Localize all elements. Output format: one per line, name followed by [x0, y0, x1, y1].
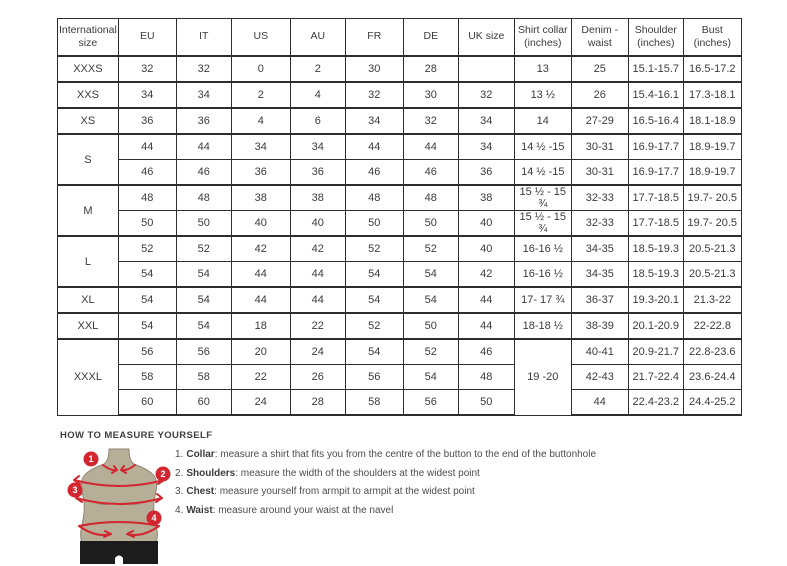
- table-cell: 50: [403, 211, 458, 237]
- table-cell: 22.4-23.2: [628, 390, 683, 416]
- table-cell: 52: [176, 236, 231, 262]
- table-cell: 60: [118, 390, 176, 416]
- column-header: AU: [290, 19, 345, 57]
- table-cell: 42: [290, 236, 345, 262]
- table-cell: 54: [118, 287, 176, 313]
- table-row: [58, 390, 742, 416]
- size-chart-table: [57, 18, 742, 416]
- column-header: IT: [176, 19, 231, 57]
- step-text: : measure the width of the shoulders at the widest point: [235, 467, 480, 479]
- step-term: Chest: [186, 486, 215, 497]
- column-header: FR: [345, 19, 403, 57]
- table-cell: 44: [231, 287, 290, 313]
- table-cell: 34: [345, 108, 403, 134]
- table-cell: 34: [231, 134, 290, 160]
- column-header: Bust (inches): [683, 19, 741, 57]
- mannequin-illustration: [66, 446, 172, 566]
- table-cell: 52: [403, 236, 458, 262]
- table-row: [58, 262, 742, 288]
- table-cell: 58: [345, 390, 403, 416]
- table-cell: 48: [118, 185, 176, 211]
- table-cell: 44: [403, 134, 458, 160]
- step-term: Waist: [186, 504, 213, 516]
- table-cell: 17.3-18.1: [683, 82, 741, 108]
- table-cell: 19 -20: [514, 339, 571, 415]
- size-label-cell: XXS: [58, 82, 119, 108]
- measure-step-chest: [175, 486, 596, 498]
- table-cell: 30-31: [571, 134, 628, 160]
- table-cell: 54: [345, 287, 403, 313]
- table-cell: 19.3-20.1: [628, 287, 683, 313]
- table-cell: 16.5-17.2: [683, 56, 741, 82]
- table-row: [58, 313, 742, 339]
- table-cell: 46: [345, 160, 403, 186]
- step-number: 4.: [175, 504, 184, 516]
- table-cell: 15 ½ - 15 ¾: [514, 185, 571, 211]
- table-cell: 54: [403, 365, 458, 390]
- table-cell: 22.8-23.6: [683, 339, 741, 365]
- table-cell: 14: [514, 108, 571, 134]
- column-header: US: [231, 19, 290, 57]
- table-cell: 38: [290, 185, 345, 211]
- table-cell: 14 ½ -15: [514, 134, 571, 160]
- table-cell: 34: [118, 82, 176, 108]
- table-cell: 46: [118, 160, 176, 186]
- column-header: International size: [58, 19, 119, 57]
- table-cell: 4: [290, 82, 345, 108]
- table-cell: 48: [345, 185, 403, 211]
- table-cell: 16-16 ½: [514, 236, 571, 262]
- table-cell: 20.9-21.7: [628, 339, 683, 365]
- table-cell: 54: [176, 313, 231, 339]
- step-term: Shoulders: [186, 467, 236, 479]
- measure-steps: [175, 449, 596, 523]
- table-cell: 23.6-24.4: [683, 365, 741, 390]
- table-cell: 30: [403, 82, 458, 108]
- step-badge-1-number: 1: [88, 454, 94, 465]
- table-cell: 18.1-18.9: [683, 108, 741, 134]
- table-cell: 54: [403, 262, 458, 288]
- size-label-cell: XXL: [58, 313, 119, 339]
- table-row: [58, 82, 742, 108]
- table-row: [58, 160, 742, 186]
- header-row: [58, 19, 742, 57]
- table-row: [58, 339, 742, 365]
- table-cell: 54: [176, 287, 231, 313]
- table-cell: 42: [231, 236, 290, 262]
- step-badge-4-number: 4: [151, 513, 157, 524]
- size-label-cell: XS: [58, 108, 119, 134]
- table-cell: 34-35: [571, 236, 628, 262]
- table-cell: 30-31: [571, 160, 628, 186]
- table-cell: 44: [231, 262, 290, 288]
- table-cell: 18: [231, 313, 290, 339]
- table-cell: 26: [571, 82, 628, 108]
- table-cell: 34: [458, 108, 514, 134]
- table-cell: 54: [345, 262, 403, 288]
- table-cell: 44: [458, 313, 514, 339]
- table-cell: 16.9-17.7: [628, 134, 683, 160]
- table-cell: 32-33: [571, 185, 628, 211]
- size-label-cell: XXXL: [58, 339, 119, 415]
- table-cell: 50: [345, 211, 403, 237]
- table-cell: 44: [571, 390, 628, 416]
- column-header: Shirt collar (inches): [514, 19, 571, 57]
- step-badge-3-number: 3: [72, 485, 78, 496]
- step-number: 1.: [175, 449, 184, 460]
- table-cell: 4: [231, 108, 290, 134]
- table-cell: 40: [290, 211, 345, 237]
- table-cell: 44: [345, 134, 403, 160]
- table-cell: 46: [176, 160, 231, 186]
- table-cell: 21.7-22.4: [628, 365, 683, 390]
- table-cell: 13: [514, 56, 571, 82]
- size-label-cell: L: [58, 236, 119, 287]
- table-cell: 20.5-21.3: [683, 262, 741, 288]
- table-row: [58, 211, 742, 237]
- table-cell: 38-39: [571, 313, 628, 339]
- table-cell: 54: [118, 313, 176, 339]
- table-cell: 52: [403, 339, 458, 365]
- table-cell: 36: [290, 160, 345, 186]
- table-cell: 36: [176, 108, 231, 134]
- table-cell: 18.5-19.3: [628, 236, 683, 262]
- table-cell: 22: [290, 313, 345, 339]
- table-row: [58, 365, 742, 390]
- table-cell: 32: [345, 82, 403, 108]
- table-cell: 46: [458, 339, 514, 365]
- table-cell: 36: [458, 160, 514, 186]
- step-text: : measure around your waist at the navel: [212, 504, 394, 516]
- table-cell: 32: [118, 56, 176, 82]
- step-text: : measure yourself from armpit to armpit at the widest point: [214, 486, 475, 497]
- measure-step-collar: [175, 449, 596, 461]
- table-cell: 54: [176, 262, 231, 288]
- table-cell: 25: [571, 56, 628, 82]
- table-cell: 17.7-18.5: [628, 185, 683, 211]
- step-badge-2-number: 2: [160, 469, 166, 480]
- table-cell: 22-22.8: [683, 313, 741, 339]
- table-cell: 16-16 ½: [514, 262, 571, 288]
- table-row: [58, 236, 742, 262]
- table-cell: 24: [290, 339, 345, 365]
- table-cell: 44: [176, 134, 231, 160]
- table-cell: 2: [231, 82, 290, 108]
- table-cell: 18-18 ½: [514, 313, 571, 339]
- table-row: [58, 108, 742, 134]
- table-cell: 42-43: [571, 365, 628, 390]
- table-cell: 60: [176, 390, 231, 416]
- table-cell: 50: [403, 313, 458, 339]
- table-cell: 48: [403, 185, 458, 211]
- table-cell: 46: [403, 160, 458, 186]
- table-cell: 26: [290, 365, 345, 390]
- table-cell: 42: [458, 262, 514, 288]
- table-cell: [458, 56, 514, 82]
- table-cell: 34-35: [571, 262, 628, 288]
- table-cell: 48: [176, 185, 231, 211]
- table-cell: 34: [176, 82, 231, 108]
- table-cell: 15.1-15.7: [628, 56, 683, 82]
- step-term: Collar: [186, 449, 215, 460]
- size-label-cell: M: [58, 185, 119, 236]
- column-header: DE: [403, 19, 458, 57]
- table-cell: 44: [458, 287, 514, 313]
- column-header: EU: [118, 19, 176, 57]
- table-cell: 20: [231, 339, 290, 365]
- table-cell: 19.7- 20.5: [683, 211, 741, 237]
- table-row: [58, 134, 742, 160]
- table-cell: 56: [118, 339, 176, 365]
- column-header: UK size: [458, 19, 514, 57]
- table-row: [58, 185, 742, 211]
- table-cell: 52: [345, 313, 403, 339]
- table-cell: 38: [458, 185, 514, 211]
- table-cell: 13 ½: [514, 82, 571, 108]
- table-cell: 30: [345, 56, 403, 82]
- table-cell: 44: [290, 262, 345, 288]
- table-cell: 36: [118, 108, 176, 134]
- table-cell: 28: [403, 56, 458, 82]
- table-cell: 6: [290, 108, 345, 134]
- table-cell: 0: [231, 56, 290, 82]
- table-cell: 36-37: [571, 287, 628, 313]
- table-cell: 38: [231, 185, 290, 211]
- table-cell: 18.9-19.7: [683, 134, 741, 160]
- table-row: [58, 56, 742, 82]
- table-cell: 22: [231, 365, 290, 390]
- measure-step-shoulders: [175, 468, 596, 480]
- table-cell: 20.1-20.9: [628, 313, 683, 339]
- table-cell: 14 ½ -15: [514, 160, 571, 186]
- table-cell: 32: [403, 108, 458, 134]
- column-header: Shoulder (inches): [628, 19, 683, 57]
- table-cell: 17.7-18.5: [628, 211, 683, 237]
- size-label-cell: S: [58, 134, 119, 185]
- table-cell: 21.3-22: [683, 287, 741, 313]
- table-cell: 27-29: [571, 108, 628, 134]
- table-cell: 24: [231, 390, 290, 416]
- table-cell: 58: [118, 365, 176, 390]
- shorts-shape: [80, 541, 158, 564]
- table-row: [58, 287, 742, 313]
- table-cell: 58: [176, 365, 231, 390]
- table-cell: 32: [176, 56, 231, 82]
- table-cell: 48: [458, 365, 514, 390]
- table-cell: 54: [403, 287, 458, 313]
- table-cell: 32-33: [571, 211, 628, 237]
- measure-step-waist: [175, 505, 596, 517]
- table-cell: 40: [458, 211, 514, 237]
- table-cell: 36: [231, 160, 290, 186]
- size-label-cell: XL: [58, 287, 119, 313]
- table-cell: 50: [458, 390, 514, 416]
- size-label-cell: XXXS: [58, 56, 119, 82]
- table-cell: 19.7- 20.5: [683, 185, 741, 211]
- table-cell: 18.9-19.7: [683, 160, 741, 186]
- table-cell: 50: [176, 211, 231, 237]
- table-cell: 44: [118, 134, 176, 160]
- table-cell: 56: [176, 339, 231, 365]
- table-cell: 50: [118, 211, 176, 237]
- table-cell: 20.5-21.3: [683, 236, 741, 262]
- table-cell: 44: [290, 287, 345, 313]
- table-cell: 24.4-25.2: [683, 390, 741, 416]
- table-cell: 40-41: [571, 339, 628, 365]
- table-cell: 2: [290, 56, 345, 82]
- section-title: HOW TO MEASURE YOURSELF: [60, 430, 213, 441]
- column-header: Denim - waist: [571, 19, 628, 57]
- table-cell: 54: [345, 339, 403, 365]
- table-cell: 40: [458, 236, 514, 262]
- table-cell: 54: [118, 262, 176, 288]
- table-cell: 17- 17 ¾: [514, 287, 571, 313]
- table-cell: 32: [458, 82, 514, 108]
- table-cell: 18.5-19.3: [628, 262, 683, 288]
- table-cell: 34: [290, 134, 345, 160]
- table-cell: 15.4-16.1: [628, 82, 683, 108]
- table-cell: 15 ½ - 15 ¾: [514, 211, 571, 237]
- step-number: 2.: [175, 467, 184, 479]
- table-cell: 52: [118, 236, 176, 262]
- table-cell: 28: [290, 390, 345, 416]
- table-cell: 56: [345, 365, 403, 390]
- step-text: : measure a shirt that fits you from the centre of the button to the end of the buttonhole: [214, 449, 597, 460]
- table-cell: 16.9-17.7: [628, 160, 683, 186]
- table-cell: 52: [345, 236, 403, 262]
- table-cell: 34: [458, 134, 514, 160]
- table-cell: 16.5-16.4: [628, 108, 683, 134]
- table-cell: 40: [231, 211, 290, 237]
- table-cell: 56: [403, 390, 458, 416]
- step-number: 3.: [175, 486, 184, 497]
